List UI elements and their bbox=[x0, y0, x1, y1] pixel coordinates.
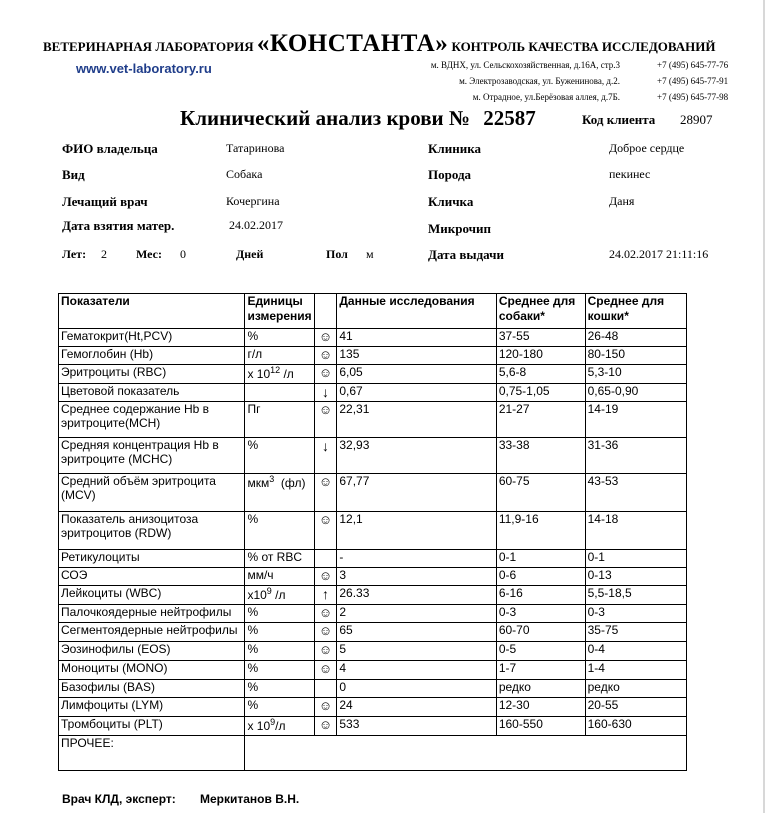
result-cell: 12,1 bbox=[337, 512, 496, 550]
indicator-cell: Лейкоциты (WBC) bbox=[59, 586, 245, 605]
indicator-cell: Среднее содержание Hb в эритроците(MCH) bbox=[59, 402, 245, 438]
dog-range-cell: 6-16 bbox=[496, 586, 585, 605]
cat-range-cell: 14-18 bbox=[585, 512, 686, 550]
unit-text: г/л bbox=[247, 347, 263, 361]
dog-range-cell: 160-550 bbox=[496, 717, 585, 736]
address-list bbox=[398, 57, 620, 105]
years-value: 2 bbox=[101, 247, 107, 261]
unit-cell bbox=[245, 698, 314, 717]
cat-range-cell: 5,3-10 bbox=[585, 365, 686, 384]
indicator-cell: Эозинофилы (EOS) bbox=[59, 642, 245, 661]
client-code-label: Код клиента bbox=[582, 112, 656, 127]
phone-line: +7 (495) 645-77-76 bbox=[657, 60, 729, 70]
indicator-cell: Тромбоциты (PLT) bbox=[59, 717, 245, 736]
dog-range-cell: 0-5 bbox=[496, 642, 585, 661]
lab-brand: «КОНСТАНТА» bbox=[256, 30, 449, 57]
unit-text: % bbox=[247, 605, 259, 619]
species-value: Собака bbox=[226, 167, 263, 181]
other-row bbox=[59, 736, 687, 771]
unit-text: Пг bbox=[247, 402, 261, 416]
normal-smiley-icon: ☺ bbox=[318, 698, 333, 713]
indicator-cell: Цветовой показатель bbox=[59, 384, 245, 402]
normal-smiley-icon: ☺ bbox=[318, 347, 333, 362]
arrow-down-icon: ↓ bbox=[322, 384, 329, 400]
unit-cell bbox=[245, 384, 314, 402]
normal-smiley-icon bbox=[314, 347, 337, 365]
indicator-cell: Эритроциты (RBC) bbox=[59, 365, 245, 384]
indicator-cell: Средняя концентрация Hb в эритроците (MCHC) bbox=[59, 438, 245, 474]
arrow-up-icon bbox=[314, 586, 337, 605]
analysis-number: 22587 bbox=[483, 106, 536, 130]
table-row bbox=[59, 680, 687, 698]
unit-text: мм/ч bbox=[247, 568, 274, 582]
col-result-header: Данные исследования bbox=[337, 294, 496, 329]
result-cell: 4 bbox=[337, 661, 496, 680]
indicator-cell: Лимфоциты (LYM) bbox=[59, 698, 245, 717]
address-line: м. Отрадное, ул.Берёзовая аллея, д.7Б. bbox=[472, 92, 620, 102]
unit-text: % bbox=[247, 512, 259, 526]
normal-smiley-icon bbox=[314, 698, 337, 717]
sample-date-label: Дата взятия матер. bbox=[62, 218, 175, 233]
table-row bbox=[59, 568, 687, 586]
address-line: м. ВДНХ, ул. Сельскохозяйственная, д.16А, стр.3 bbox=[430, 60, 620, 70]
status-cell bbox=[314, 680, 337, 698]
col-units-header: Единицы измерения bbox=[245, 294, 314, 329]
results-body bbox=[59, 329, 687, 771]
unit-suffix: /л bbox=[271, 588, 286, 602]
indicator-cell: Базофилы (BAS) bbox=[59, 680, 245, 698]
doctor-label: Лечащий врач bbox=[62, 194, 148, 209]
unit-text: x10 bbox=[247, 588, 267, 602]
dog-range-cell: 60-75 bbox=[496, 474, 585, 512]
owner-label: ФИО владельца bbox=[62, 141, 158, 156]
unit-text: % bbox=[247, 642, 259, 656]
species-label: Вид bbox=[62, 167, 85, 182]
clinic-value: Доброе сердце bbox=[609, 141, 685, 155]
unit-text: % bbox=[247, 680, 259, 694]
normal-smiley-icon bbox=[314, 474, 337, 512]
arrow-down-icon bbox=[314, 438, 337, 474]
title-text: Клинический анализ крови № bbox=[180, 106, 471, 130]
table-row bbox=[59, 365, 687, 384]
unit-text: % bbox=[247, 329, 259, 343]
phone-list bbox=[657, 57, 728, 105]
dog-range-cell: 0-1 bbox=[496, 550, 585, 568]
result-cell: 0,67 bbox=[337, 384, 496, 402]
col-indicator-header: Показатели bbox=[59, 294, 245, 329]
client-code: 28907 bbox=[680, 112, 713, 127]
microchip-label: Микрочип bbox=[428, 221, 491, 236]
status-cell bbox=[314, 550, 337, 568]
table-row bbox=[59, 605, 687, 623]
other-label: ПРОЧЕЕ: bbox=[59, 736, 245, 771]
unit-text: мкм bbox=[247, 476, 270, 490]
arrow-down-icon: ↓ bbox=[322, 438, 329, 454]
years-label: Лет: bbox=[62, 247, 87, 261]
cat-range-cell: 43-53 bbox=[585, 474, 686, 512]
table-row bbox=[59, 347, 687, 365]
dog-range-cell: 0,75-1,05 bbox=[496, 384, 585, 402]
table-row bbox=[59, 698, 687, 717]
result-cell: 2 bbox=[337, 605, 496, 623]
unit-exponent: 9 bbox=[266, 586, 272, 596]
unit-suffix: /л bbox=[280, 367, 294, 381]
dog-range-cell: 0-3 bbox=[496, 605, 585, 623]
sex-value: м bbox=[366, 247, 374, 261]
unit-cell bbox=[245, 717, 314, 736]
cat-range-cell: 0-3 bbox=[585, 605, 686, 623]
clinic-label: Клиника bbox=[428, 141, 481, 156]
result-cell: 6,05 bbox=[337, 365, 496, 384]
result-cell: 22,31 bbox=[337, 402, 496, 438]
normal-smiley-icon bbox=[314, 623, 337, 642]
cat-range-cell: 80-150 bbox=[585, 347, 686, 365]
unit-cell bbox=[245, 623, 314, 642]
unit-cell bbox=[245, 474, 314, 512]
dog-range-cell: 5,6-8 bbox=[496, 365, 585, 384]
nickname-label: Кличка bbox=[428, 194, 474, 209]
normal-smiley-icon: ☺ bbox=[318, 717, 333, 732]
col-dog-header: Среднее для собаки* bbox=[496, 294, 585, 329]
normal-smiley-icon: ☺ bbox=[318, 623, 333, 638]
result-cell: 533 bbox=[337, 717, 496, 736]
table-row bbox=[59, 402, 687, 438]
normal-smiley-icon: ☺ bbox=[318, 512, 333, 527]
signer-label: Врач КЛД, эксперт: bbox=[62, 792, 176, 806]
dog-range-cell: 0-6 bbox=[496, 568, 585, 586]
cat-range-cell: 160-630 bbox=[585, 717, 686, 736]
signer-name: Меркитанов В.Н. bbox=[200, 792, 300, 806]
unit-text: % bbox=[247, 438, 259, 452]
result-cell: 65 bbox=[337, 623, 496, 642]
indicator-cell: Гематокрит(Ht,PCV) bbox=[59, 329, 245, 347]
indicator-cell: Показатель анизоцитоза эритроцитов (RDW) bbox=[59, 512, 245, 550]
unit-text: % bbox=[247, 698, 259, 712]
indicator-cell: Гемоглобин (Hb) bbox=[59, 347, 245, 365]
normal-smiley-icon: ☺ bbox=[318, 605, 333, 620]
table-row bbox=[59, 329, 687, 347]
indicator-cell: Ретикулоциты bbox=[59, 550, 245, 568]
address-line: м. Электрозаводская, ул. Буженинова, д.2. bbox=[459, 76, 620, 86]
table-row bbox=[59, 586, 687, 605]
result-cell: 135 bbox=[337, 347, 496, 365]
result-cell: 5 bbox=[337, 642, 496, 661]
unit-suffix: (фл) bbox=[274, 476, 306, 490]
unit-cell bbox=[245, 329, 314, 347]
unit-cell bbox=[245, 438, 314, 474]
unit-exponent: 3 bbox=[269, 474, 275, 484]
doctor-value: Кочергина bbox=[226, 194, 280, 208]
issue-date-label: Дата выдачи bbox=[428, 247, 504, 262]
normal-smiley-icon bbox=[314, 365, 337, 384]
table-row bbox=[59, 642, 687, 661]
result-cell: 26.33 bbox=[337, 586, 496, 605]
cat-range-cell: 35-75 bbox=[585, 623, 686, 642]
table-row bbox=[59, 623, 687, 642]
other-content bbox=[245, 736, 687, 771]
result-cell: 32,93 bbox=[337, 438, 496, 474]
cat-range-cell: 0-13 bbox=[585, 568, 686, 586]
table-row bbox=[59, 661, 687, 680]
result-cell: 0 bbox=[337, 680, 496, 698]
table-row bbox=[59, 512, 687, 550]
unit-suffix: /л bbox=[275, 719, 286, 733]
cat-range-cell: 14-19 bbox=[585, 402, 686, 438]
months-label: Мес: bbox=[136, 247, 162, 261]
normal-smiley-icon: ☺ bbox=[318, 568, 333, 583]
unit-text: x 10 bbox=[247, 719, 271, 733]
normal-smiley-icon: ☺ bbox=[318, 329, 333, 344]
unit-text: % bbox=[247, 623, 259, 637]
months-value: 0 bbox=[180, 247, 186, 261]
normal-smiley-icon: ☺ bbox=[318, 365, 333, 380]
days-label: Дней bbox=[236, 247, 264, 261]
col-status-header bbox=[314, 294, 337, 329]
normal-smiley-icon: ☺ bbox=[318, 642, 333, 657]
result-cell: - bbox=[337, 550, 496, 568]
cat-range-cell: 1-4 bbox=[585, 661, 686, 680]
results-table bbox=[58, 293, 687, 771]
normal-smiley-icon bbox=[314, 568, 337, 586]
unit-cell bbox=[245, 512, 314, 550]
normal-smiley-icon bbox=[314, 661, 337, 680]
cat-range-cell: 0-1 bbox=[585, 550, 686, 568]
unit-cell bbox=[245, 661, 314, 680]
table-row bbox=[59, 474, 687, 512]
arrow-down-icon bbox=[314, 384, 337, 402]
cat-range-cell: 0,65-0,90 bbox=[585, 384, 686, 402]
unit-cell bbox=[245, 347, 314, 365]
unit-exponent: 9 bbox=[270, 717, 276, 727]
col-cat-header: Среднее для кошки* bbox=[585, 294, 686, 329]
result-cell: 24 bbox=[337, 698, 496, 717]
dog-range-cell: 33-38 bbox=[496, 438, 585, 474]
unit-cell bbox=[245, 605, 314, 623]
unit-cell bbox=[245, 365, 314, 384]
normal-smiley-icon bbox=[314, 642, 337, 661]
normal-smiley-icon: ☺ bbox=[318, 402, 333, 417]
table-row bbox=[59, 438, 687, 474]
unit-cell bbox=[245, 402, 314, 438]
sex-label: Пол bbox=[326, 247, 348, 261]
phone-line: +7 (495) 645-77-91 bbox=[657, 76, 729, 86]
cat-range-cell: 20-55 bbox=[585, 698, 686, 717]
document-title bbox=[180, 106, 536, 131]
dog-range-cell: редко bbox=[496, 680, 585, 698]
dog-range-cell: 11,9-16 bbox=[496, 512, 585, 550]
result-cell: 3 bbox=[337, 568, 496, 586]
normal-smiley-icon bbox=[314, 717, 337, 736]
indicator-cell: Палочкоядерные нейтрофилы bbox=[59, 605, 245, 623]
normal-smiley-icon bbox=[314, 402, 337, 438]
owner-value: Татаринова bbox=[226, 141, 285, 155]
dog-range-cell: 12-30 bbox=[496, 698, 585, 717]
sample-date-value: 24.02.2017 bbox=[229, 218, 283, 232]
normal-smiley-icon: ☺ bbox=[318, 661, 333, 676]
unit-text: % bbox=[247, 661, 259, 675]
unit-cell bbox=[245, 680, 314, 698]
table-row bbox=[59, 384, 687, 402]
normal-smiley-icon bbox=[314, 605, 337, 623]
cat-range-cell: 31-36 bbox=[585, 438, 686, 474]
cat-range-cell: 0-4 bbox=[585, 642, 686, 661]
lab-header bbox=[43, 30, 715, 58]
dog-range-cell: 120-180 bbox=[496, 347, 585, 365]
unit-cell bbox=[245, 586, 314, 605]
unit-cell bbox=[245, 568, 314, 586]
indicator-cell: Средний объём эритроцита (MCV) bbox=[59, 474, 245, 512]
lab-prefix: ВЕТЕРИНАРНАЯ ЛАБОРАТОРИЯ bbox=[43, 39, 254, 54]
table-header-row bbox=[59, 294, 687, 329]
unit-cell bbox=[245, 642, 314, 661]
lab-suffix: КОНТРОЛЬ КАЧЕСТВА ИССЛЕДОВАНИЙ bbox=[451, 39, 716, 54]
normal-smiley-icon: ☺ bbox=[318, 474, 333, 489]
table-row bbox=[59, 550, 687, 568]
nickname-value: Даня bbox=[609, 194, 635, 208]
result-cell: 67,77 bbox=[337, 474, 496, 512]
table-row bbox=[59, 717, 687, 736]
dog-range-cell: 21-27 bbox=[496, 402, 585, 438]
issue-date-value: 24.02.2017 21:11:16 bbox=[609, 247, 709, 261]
dog-range-cell: 60-70 bbox=[496, 623, 585, 642]
unit-cell bbox=[245, 550, 314, 568]
normal-smiley-icon bbox=[314, 329, 337, 347]
indicator-cell: Сегментоядерные нейтрофилы bbox=[59, 623, 245, 642]
cat-range-cell: 5,5-18,5 bbox=[585, 586, 686, 605]
indicator-cell: СОЭ bbox=[59, 568, 245, 586]
arrow-up-icon: ↑ bbox=[322, 586, 329, 602]
result-cell: 41 bbox=[337, 329, 496, 347]
dog-range-cell: 1-7 bbox=[496, 661, 585, 680]
normal-smiley-icon bbox=[314, 512, 337, 550]
phone-line: +7 (495) 645-77-98 bbox=[657, 92, 729, 102]
dog-range-cell: 37-55 bbox=[496, 329, 585, 347]
unit-text: x 10 bbox=[247, 367, 271, 381]
website-link[interactable]: www.vet-laboratory.ru bbox=[76, 61, 212, 76]
breed-label: Порода bbox=[428, 167, 472, 182]
unit-text: % от RBC bbox=[247, 550, 303, 564]
cat-range-cell: редко bbox=[585, 680, 686, 698]
indicator-cell: Моноциты (MONO) bbox=[59, 661, 245, 680]
cat-range-cell: 26-48 bbox=[585, 329, 686, 347]
breed-value: пекинес bbox=[609, 167, 651, 181]
unit-exponent: 12 bbox=[270, 365, 281, 375]
